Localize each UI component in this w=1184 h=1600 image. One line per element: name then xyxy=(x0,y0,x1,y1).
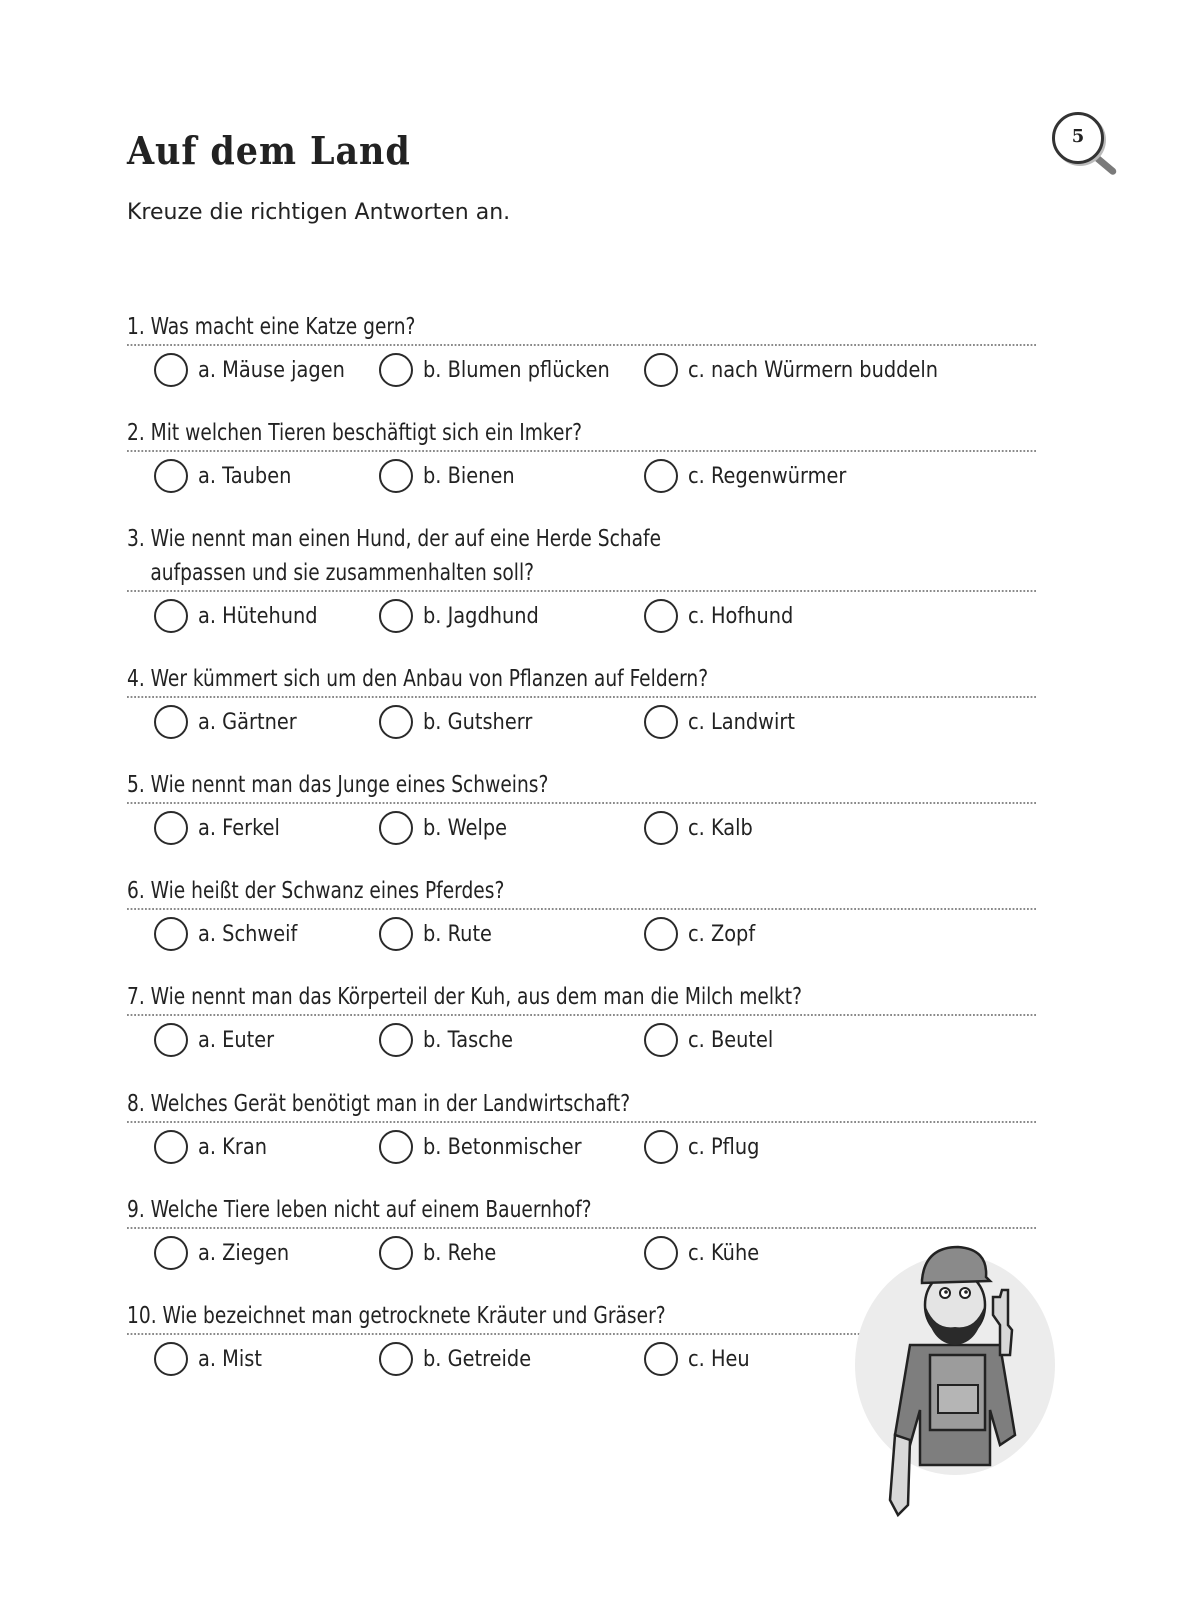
option-a[interactable] xyxy=(154,1129,276,1165)
question-text: 10. Wie bezeichnet man getrocknete Kräuter und Gräser? xyxy=(127,1299,1036,1335)
checkbox-circle-icon[interactable] xyxy=(154,1236,188,1270)
checkbox-circle-icon[interactable] xyxy=(644,1236,678,1270)
checkbox-circle-icon[interactable] xyxy=(644,917,678,951)
checkbox-circle-icon[interactable] xyxy=(154,1130,188,1164)
left-pupil xyxy=(944,1290,948,1294)
option-b[interactable] xyxy=(379,1022,525,1058)
option-label: b. Blumen pflücken xyxy=(423,357,610,383)
checkbox-circle-icon[interactable] xyxy=(379,599,413,633)
question-6 xyxy=(127,874,1037,956)
option-label: b. Bienen xyxy=(423,463,515,489)
option-label: b. Rute xyxy=(423,921,492,947)
question-text-line-2: aufpassen und sie zusammenhalten soll? xyxy=(150,560,535,586)
checkbox-circle-icon[interactable] xyxy=(154,459,188,493)
option-label: c. Regenwürmer xyxy=(688,463,847,489)
question-text: 6. Wie heißt der Schwanz eines Pferdes? xyxy=(127,874,1036,910)
option-label: a. Tauben xyxy=(198,463,292,489)
checkbox-circle-icon[interactable] xyxy=(644,705,678,739)
checkbox-circle-icon[interactable] xyxy=(154,1342,188,1376)
question-5 xyxy=(127,768,1037,850)
lower-arm xyxy=(890,1435,910,1515)
option-a[interactable] xyxy=(154,704,310,740)
checkbox-circle-icon[interactable] xyxy=(154,705,188,739)
option-label: a. Ziegen xyxy=(198,1240,290,1266)
option-label: a. Gärtner xyxy=(198,709,297,735)
option-a[interactable] xyxy=(154,1341,271,1377)
option-label: c. Zopf xyxy=(688,921,756,947)
question-text: 2. Mit welchen Tieren beschäftigt sich ein Imker? xyxy=(127,416,1036,452)
checkbox-circle-icon[interactable] xyxy=(379,1236,413,1270)
question-2 xyxy=(127,416,1037,498)
checkbox-circle-icon[interactable] xyxy=(379,705,413,739)
checkbox-circle-icon[interactable] xyxy=(154,353,188,387)
question-text: 8. Welches Gerät benötigt man in der Landwirtschaft? xyxy=(127,1087,1036,1123)
option-label: c. Heu xyxy=(688,1346,750,1372)
option-c[interactable] xyxy=(644,704,810,740)
option-label: b. Gutsherr xyxy=(423,709,533,735)
checkbox-circle-icon[interactable] xyxy=(644,1342,678,1376)
question-text: 7. Wie nennt man das Körperteil der Kuh, aus dem man die Milch melkt? xyxy=(127,980,1036,1016)
option-label: b. Getreide xyxy=(423,1346,532,1372)
option-c[interactable] xyxy=(644,598,808,634)
option-a[interactable] xyxy=(154,598,334,634)
checkbox-circle-icon[interactable] xyxy=(644,1023,678,1057)
option-b[interactable] xyxy=(379,810,519,846)
question-7 xyxy=(127,980,1037,1062)
option-c[interactable] xyxy=(644,1129,769,1165)
checkbox-circle-icon[interactable] xyxy=(644,353,678,387)
checkbox-circle-icon[interactable] xyxy=(379,459,413,493)
option-label: c. Pflug xyxy=(688,1134,760,1160)
checkbox-circle-icon[interactable] xyxy=(154,599,188,633)
question-8 xyxy=(127,1087,1037,1169)
question-text: 4. Wer kümmert sich um den Anbau von Pflanzen auf Feldern? xyxy=(127,662,1036,698)
option-a[interactable] xyxy=(154,1022,285,1058)
option-label: c. Kühe xyxy=(688,1240,760,1266)
option-label: b. Rehe xyxy=(423,1240,497,1266)
option-label: b. Tasche xyxy=(423,1027,513,1053)
question-text xyxy=(127,522,1036,592)
option-c[interactable] xyxy=(644,352,972,388)
option-c[interactable] xyxy=(644,1022,785,1058)
option-label: b. Welpe xyxy=(423,815,508,841)
checkbox-circle-icon[interactable] xyxy=(379,811,413,845)
farmer-illustration xyxy=(850,1235,1060,1525)
question-3 xyxy=(127,522,1037,638)
checkbox-circle-icon[interactable] xyxy=(379,1342,413,1376)
checkbox-circle-icon[interactable] xyxy=(644,599,678,633)
question-text: 5. Wie nennt man das Junge eines Schweins? xyxy=(127,768,1036,804)
checkbox-circle-icon[interactable] xyxy=(644,459,678,493)
option-label: c. Kalb xyxy=(688,815,753,841)
page-title: Auf dem Land xyxy=(127,128,411,173)
question-4 xyxy=(127,662,1037,744)
option-label: c. Hofhund xyxy=(688,603,794,629)
option-label: b. Jagdhund xyxy=(423,603,539,629)
right-pupil xyxy=(964,1290,968,1294)
instruction-text: Kreuze die richtigen Antworten an. xyxy=(127,200,511,225)
option-label: a. Hütehund xyxy=(198,603,318,629)
option-a[interactable] xyxy=(154,810,291,846)
option-a[interactable] xyxy=(154,458,304,494)
option-b[interactable] xyxy=(379,1341,546,1377)
checkbox-circle-icon[interactable] xyxy=(644,1130,678,1164)
option-label: a. Mäuse jagen xyxy=(198,357,345,383)
option-b[interactable] xyxy=(379,916,501,952)
question-text: 9. Welche Tiere leben nicht auf einem Bauernhof? xyxy=(127,1193,1036,1229)
option-c[interactable] xyxy=(644,458,868,494)
option-label: a. Kran xyxy=(198,1134,267,1160)
option-c[interactable] xyxy=(644,916,764,952)
option-b[interactable] xyxy=(379,458,527,494)
checkbox-circle-icon[interactable] xyxy=(379,1023,413,1057)
checkbox-circle-icon[interactable] xyxy=(154,1023,188,1057)
option-label: c. Beutel xyxy=(688,1027,774,1053)
checkbox-circle-icon[interactable] xyxy=(154,811,188,845)
overall-pocket xyxy=(938,1385,978,1413)
option-b[interactable] xyxy=(379,704,547,740)
question-text: 1. Was macht eine Katze gern? xyxy=(127,310,1036,346)
checkbox-circle-icon[interactable] xyxy=(644,811,678,845)
farmer-cap xyxy=(922,1247,990,1283)
option-label: a. Mist xyxy=(198,1346,262,1372)
option-c[interactable] xyxy=(644,1235,769,1271)
option-a[interactable] xyxy=(154,352,365,388)
option-b[interactable] xyxy=(379,352,635,388)
checkbox-circle-icon[interactable] xyxy=(379,917,413,951)
option-c[interactable] xyxy=(644,810,762,846)
option-a[interactable] xyxy=(154,1235,302,1271)
checkbox-circle-icon[interactable] xyxy=(379,1130,413,1164)
option-label: a. Euter xyxy=(198,1027,275,1053)
option-label: c. nach Würmern buddeln xyxy=(688,357,939,383)
option-b[interactable] xyxy=(379,1129,603,1165)
question-1 xyxy=(127,310,1037,392)
question-text-line-1: 3. Wie nennt man einen Hund, der auf eine Herde Schafe xyxy=(127,526,662,552)
page-number-badge xyxy=(1052,112,1106,166)
option-label: a. Ferkel xyxy=(198,815,280,841)
option-a[interactable] xyxy=(154,916,311,952)
page-number: 5 xyxy=(1071,126,1085,147)
option-b[interactable] xyxy=(379,1235,506,1271)
option-label: a. Schweif xyxy=(198,921,298,947)
option-b[interactable] xyxy=(379,598,555,634)
option-label: b. Betonmischer xyxy=(423,1134,582,1160)
checkbox-circle-icon[interactable] xyxy=(154,917,188,951)
checkbox-circle-icon[interactable] xyxy=(379,353,413,387)
option-label: c. Landwirt xyxy=(688,709,795,735)
option-c[interactable] xyxy=(644,1341,758,1377)
